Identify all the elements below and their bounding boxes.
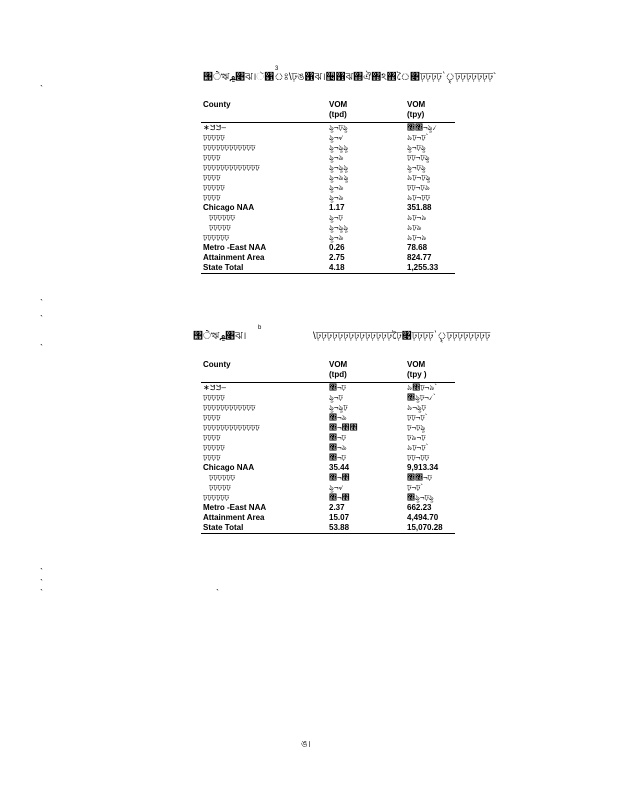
table-2-caption-sup: b: [258, 325, 262, 331]
table-row: [201, 253, 455, 263]
vom-tpy-cell: 9,913.34: [407, 463, 439, 472]
vom-tpd-cell: 1.17: [329, 203, 345, 212]
vom-tpd-cell: ৡ¬ৡঢ়: [329, 403, 348, 412]
table-row: [201, 493, 455, 503]
vom-tpy-cell: ঢ়ঢ়¬ঢ়ৡ: [407, 153, 430, 162]
table-1-caption: ঩ੇঋࢬ৉ঝ।ૅ঑ঃ\ঢ়ঙ঑ঝ।઴঑ঝ঍ঐ঍ঽ঎ৈ৉ঢ়ঢ়ঢ়ঢ়`ৄঢ়ঢ়ঢ়ঢ়ঢ়ঢ়ঢ়`: [203, 72, 497, 83]
table-1-body: [201, 123, 455, 274]
vom-tpd-cell: ৡ¬৵: [329, 483, 344, 492]
table-row: [201, 503, 455, 513]
vom-tpd-cell: ৡ¬৯: [329, 183, 344, 192]
table-row: [201, 163, 455, 173]
county-cell: ঢ়ঢ়ঢ়ঢ়: [203, 153, 221, 162]
vom-tpy-cell: 4,494.70: [407, 513, 439, 522]
county-cell: ঢ়ঢ়ঢ়ঢ়ঢ়ঢ়: [203, 233, 230, 242]
table-row: [201, 513, 455, 523]
table-row: [201, 183, 455, 193]
vom-tpy-cell: ৯ঢ়¬ঢ়`: [407, 133, 429, 142]
vom-tpy-cell: 351.88: [407, 203, 432, 212]
table-row: [201, 403, 455, 413]
vom-tpy-cell: 1,255.33: [393, 263, 455, 274]
vom-tpd-cell: 35.44: [329, 463, 350, 472]
vom-tpy-cell: ৯ঢ়৯: [407, 223, 422, 232]
table-row: [201, 133, 455, 143]
vom-tpd-cell: ৡ¬৯ৡ: [329, 173, 349, 182]
vom-tpd-cell: ৥¬৥: [329, 473, 350, 482]
vom-tpd-cell: ৥¬৯: [329, 413, 347, 422]
vom-tpd-cell: ৡ¬ঢ়: [329, 393, 343, 402]
county-cell: ঢ়ঢ়ঢ়ঢ়ঢ়ঢ়ঢ়ঢ়ঢ়ঢ়ঢ়ঢ়ঢ়: [203, 163, 260, 172]
table-1-caption-sup: 3: [275, 66, 279, 72]
vom-tpd-cell: ৡ¬ৡৡ: [329, 223, 349, 232]
county-cell: ∗ࠊࠊ–: [203, 123, 226, 132]
vom-tpy-cell: ৯ঢ়¬৯: [407, 213, 427, 222]
table-row: [201, 193, 455, 203]
county-cell: Metro -East NAA: [203, 243, 267, 252]
table-row: [201, 263, 455, 274]
vom-tpd-cell: 15.07: [329, 513, 350, 522]
table-row: [201, 123, 455, 134]
county-cell: ঢ়ঢ়ঢ়ঢ়: [203, 453, 221, 462]
vom-tpd-cell: ৡ¬৯: [329, 153, 344, 162]
table-header-row: [201, 100, 455, 123]
table-row: [201, 413, 455, 423]
vom-tpy-cell: 662.23: [407, 503, 432, 512]
side-mark: `: [40, 84, 43, 94]
table-row: [201, 483, 455, 493]
side-mark: `: [40, 314, 43, 324]
county-cell: Attainment Area: [203, 513, 265, 522]
vom-tpy-cell: ৯৥ঢ়¬৯`: [407, 383, 438, 392]
side-mark: `: [40, 567, 43, 577]
side-mark: `: [40, 578, 43, 588]
county-cell: ঢ়ঢ়ঢ়ঢ়ঢ়: [209, 223, 231, 232]
header-vom-tpy: VOM (tpy ): [393, 360, 455, 383]
county-cell: ঢ়ঢ়ঢ়ঢ়ঢ়ঢ়: [209, 213, 236, 222]
vom-tpy-cell: ৡ¬ঢ়ৡ: [407, 143, 426, 152]
page-number: ঙ।: [301, 739, 311, 749]
table-header-row: [201, 360, 455, 383]
table-row: [201, 153, 455, 163]
table-row: [201, 233, 455, 243]
county-cell: ঢ়ঢ়ঢ়ঢ়ঢ়ঢ়ঢ়ঢ়ঢ়ঢ়ঢ়ঢ়ঢ়: [203, 423, 260, 432]
vom-tpy-cell: 78.68: [407, 243, 428, 252]
county-cell: ঢ়ঢ়ঢ়ঢ়: [203, 433, 221, 442]
vom-tpy-cell: ৥ৡ¬ঢ়ৡ: [407, 493, 434, 502]
table-row: [201, 523, 455, 534]
vom-tpy-cell: ঢ়ঢ়¬ঢ়ঢ়: [407, 453, 430, 462]
vom-tpd-cell: 2.75: [329, 253, 345, 262]
county-cell: ঢ়ঢ়ঢ়ঢ়ঢ়: [203, 393, 225, 402]
vom-tpy-cell: ঢ়¬ঢ়ৡ: [407, 423, 426, 432]
header-vom-tpd: VOM (tpd): [313, 360, 393, 383]
table-row: [201, 453, 455, 463]
vom-tpd-cell: ৡ¬ৡৡ: [329, 163, 349, 172]
vom-tpy-cell: ৯ঢ়¬৯: [407, 233, 427, 242]
header-vom-tpy: VOM (tpy): [393, 100, 455, 123]
county-cell: State Total: [201, 523, 313, 534]
vom-tpd-cell: ৥¬ঢ়: [329, 383, 347, 392]
table-row: [201, 463, 455, 473]
header-county: County: [201, 100, 313, 123]
vom-tpy-cell: ৡ¬ঢ়ৡ: [407, 163, 426, 172]
vom-tpd-cell: 0.26: [329, 243, 345, 252]
table-row: [201, 143, 455, 153]
table-row: [201, 423, 455, 433]
vom-tpd-cell: ৥¬৯: [329, 443, 347, 452]
vom-tpd-cell: 53.88: [313, 523, 393, 534]
vom-tpy-cell: ৯ঢ়¬ঢ়ৡ: [407, 173, 431, 182]
vom-tpd-cell: ৥¬ঢ়: [329, 433, 347, 442]
county-cell: Chicago NAA: [203, 463, 255, 472]
vom-tpd-cell: 2.37: [329, 503, 345, 512]
vom-tpy-cell: ৯ঢ়¬ঢ়`: [407, 443, 429, 452]
vom-tpd-cell: 4.18: [313, 263, 393, 274]
side-mark: `: [40, 343, 43, 353]
vom-tpd-cell: ৡ¬ৡৡ: [329, 143, 349, 152]
table-row: [201, 393, 455, 403]
vom-tpy-cell: ৯ঢ়¬ঢ়ঢ়: [407, 193, 430, 202]
table-row: [201, 473, 455, 483]
vom-tpy-cell: ঢ়¬ঢ়`: [407, 483, 424, 492]
vom-tpy-cell: 15,070.28: [393, 523, 455, 534]
vom-tpd-cell: ৡ¬৯: [329, 193, 344, 202]
table-2-caption-right: \ঢ়ঢ়ঢ়ঢ়ঢ়ঢ়ঢ়ঢ়ঢ়ঢ়ঢ়ঢ়ঢ়ঢ়ঢ়ৈ৉ঢ়ঢ়ঢ়ঢ়`ৄঢ়ঢ়ঢ়ঢ়ঢ়ঢ়ঢ়ঢ়: [313, 331, 491, 342]
table-row: [201, 173, 455, 183]
county-cell: ঢ়ঢ়ঢ়ঢ়ঢ়ঢ়: [209, 473, 236, 482]
county-cell: ঢ়ঢ়ঢ়ঢ়ঢ়ঢ়ঢ়ঢ়ঢ়ঢ়ঢ়ঢ়: [203, 403, 256, 412]
vom-tpd-cell: ৡ¬৵: [329, 133, 344, 142]
county-cell: ঢ়ঢ়ঢ়ঢ়ঢ়ঢ়ঢ়ঢ়ঢ়ঢ়ঢ়ঢ়: [203, 143, 256, 152]
county-cell: ঢ়ঢ়ঢ়ঢ়ঢ়: [203, 443, 225, 452]
vom-tpd-cell: ৡ¬৯: [329, 233, 344, 242]
county-cell: ঢ়ঢ়ঢ়ঢ়: [203, 193, 221, 202]
county-cell: ঢ়ঢ়ঢ়ঢ়ঢ়: [209, 483, 231, 492]
vom-table-1: [201, 100, 455, 274]
vom-tpy-cell: ঢ়৯¬ঢ়: [407, 433, 426, 442]
vom-tpy-cell: ৥৥¬ৡ৴: [407, 123, 437, 132]
county-cell: Attainment Area: [203, 253, 265, 262]
vom-tpy-cell: ঢ়ঢ়¬ঢ়`: [407, 413, 428, 422]
table-row: [201, 223, 455, 233]
county-cell: ঢ়ঢ়ঢ়ঢ়: [203, 173, 221, 182]
county-cell: ঢ়ঢ়ঢ়ঢ়ঢ়ঢ়: [203, 493, 230, 502]
vom-tpd-cell: ৥¬ঢ়: [329, 453, 347, 462]
table-row: [201, 433, 455, 443]
vom-tpy-cell: 824.77: [407, 253, 432, 262]
vom-tpd-cell: ৥¬৥: [329, 493, 350, 502]
county-cell: Metro -East NAA: [203, 503, 267, 512]
vom-tpd-cell: ৥¬৥৥: [329, 423, 358, 432]
vom-tpy-cell: ৥৥¬ঢ়: [407, 473, 433, 482]
vom-tpd-cell: ৡ¬ঢ়ৡ: [329, 123, 348, 132]
county-cell: ∗ࠊࠊ–: [203, 383, 226, 392]
table-row: [201, 203, 455, 213]
vom-tpy-cell: ৥ৡঢ়¬৴`: [407, 393, 436, 402]
vom-tpy-cell: ৯¬ৡঢ়: [407, 403, 427, 412]
county-cell: ঢ়ঢ়ঢ়ঢ়: [203, 413, 221, 422]
county-cell: Chicago NAA: [203, 203, 255, 212]
side-mark: `: [40, 588, 43, 598]
table-row: [201, 213, 455, 223]
county-cell: State Total: [201, 263, 313, 274]
table-2-caption-left: ঩ੇঋࢬ৉ঝ।: [193, 331, 247, 342]
vom-tpy-cell: ঢ়ঢ়¬ঢ়৯: [407, 183, 430, 192]
header-county: County: [201, 360, 313, 383]
vom-tpd-cell: ৡ¬ঢ়: [329, 213, 343, 222]
table-row: [201, 443, 455, 453]
side-mark: `: [216, 588, 219, 598]
header-vom-tpd: VOM (tpd): [313, 100, 393, 123]
vom-table-2: [201, 360, 455, 534]
county-cell: ঢ়ঢ়ঢ়ঢ়ঢ়: [203, 183, 225, 192]
table-row: [201, 243, 455, 253]
table-row: [201, 383, 455, 394]
table-2-body: [201, 383, 455, 534]
county-cell: ঢ়ঢ়ঢ়ঢ়ঢ়: [203, 133, 225, 142]
side-mark: `: [40, 298, 43, 308]
